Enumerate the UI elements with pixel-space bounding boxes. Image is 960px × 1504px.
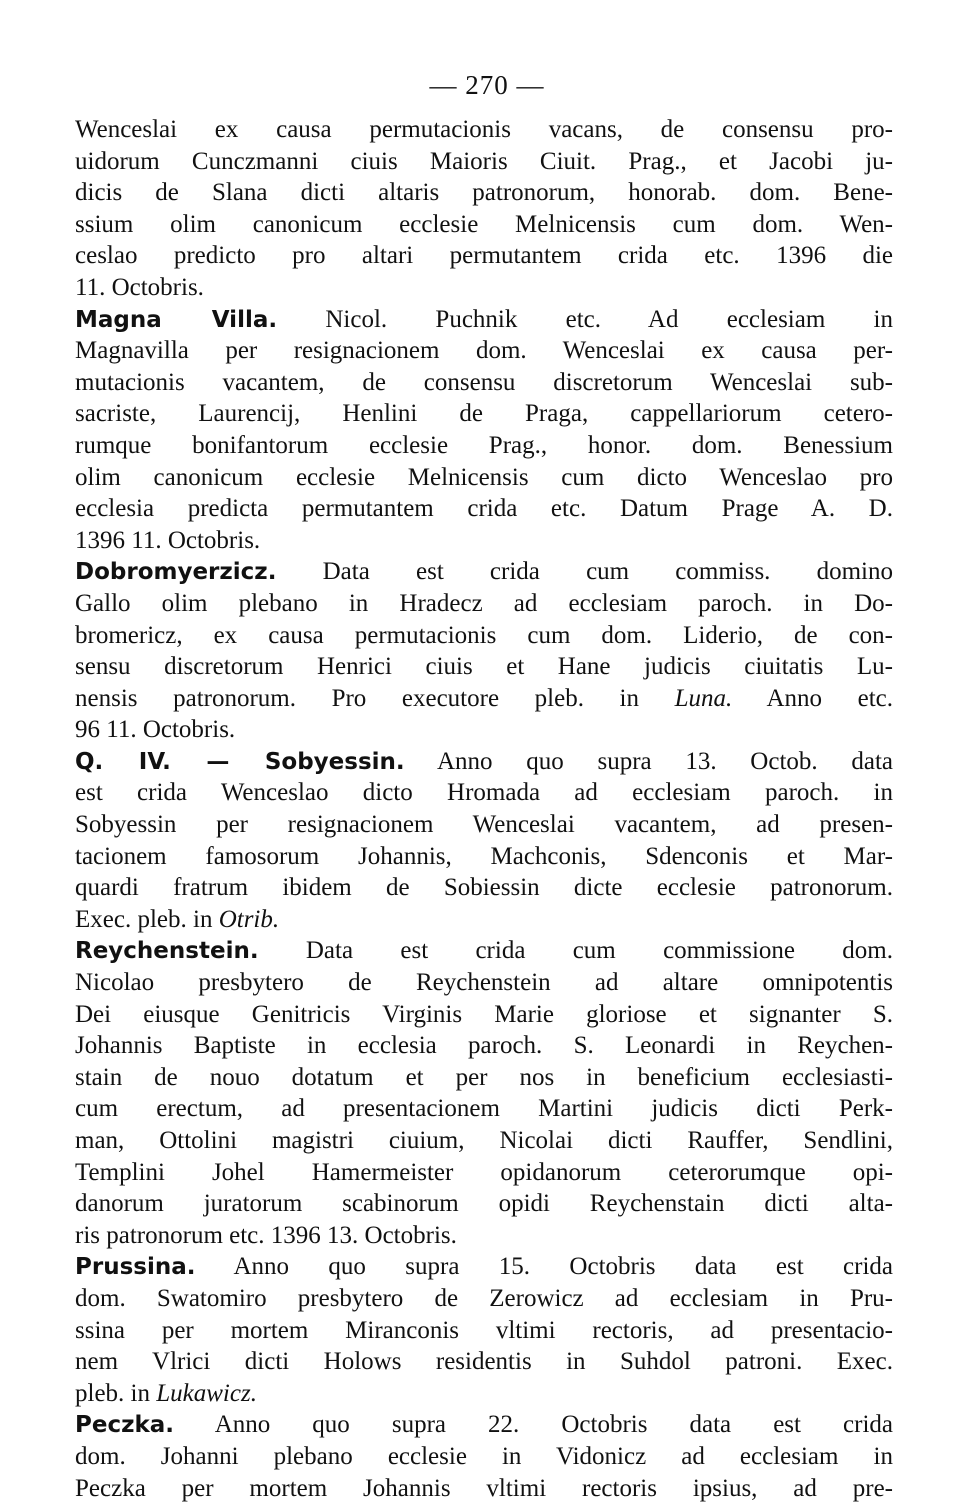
line-text: olim canonicum ecclesie Melnicensis cum dicto Wenceslao pro — [75, 463, 893, 491]
line-text: Nicolao presbytero de Reychenstein ad altare omnipotentis — [75, 969, 893, 997]
line-text: nem Vlrici dicti Holows residentis in Suhdol patroni. Exec. — [75, 1348, 893, 1376]
line-text: Magnavilla per resignacionem dom. Wenceslai ex causa per- — [75, 337, 893, 365]
entry-heading: Reychenstein. — [75, 938, 259, 965]
line-text: Anno etc. — [732, 684, 893, 712]
text-line — [75, 1283, 893, 1315]
line-text: uidorum Cunczmanni ciuis Maioris Ciuit. Prag., et Jacobi ju- — [75, 147, 893, 175]
text-line — [75, 493, 893, 525]
text-line — [75, 1188, 893, 1220]
line-text: 11. Octobris. — [75, 273, 204, 301]
text-line — [75, 556, 893, 588]
text-line — [75, 272, 893, 304]
line-text: dom. Johanni plebano ecclesie in Vidonicz ad ecclesiam in — [75, 1442, 893, 1470]
line-text: ceslao predicto pro altari permutantem crida etc. 1396 die — [75, 242, 893, 270]
entry-heading: Peczka. — [75, 1412, 175, 1439]
line-text: sensu discretorum Henrici ciuis et Hane judicis ciuitatis Lu- — [75, 653, 893, 681]
text-line — [75, 1441, 893, 1473]
text-line — [75, 1093, 893, 1125]
text-line — [75, 1409, 893, 1441]
line-text: Gallo olim plebano in Hradecz ad ecclesiam paroch. in Do- — [75, 589, 893, 617]
line-text: Data est crida cum commissione dom. — [305, 937, 893, 965]
text-line — [75, 240, 893, 272]
line-text: Templini Johel Hamermeister opidanorum ceterorumque opi- — [75, 1158, 893, 1186]
line-text: danorum juratorum scabinorum opidi Reychenstain dicti alta- — [75, 1190, 893, 1218]
text-line — [75, 1346, 893, 1378]
text-line — [75, 1030, 893, 1062]
text-line — [75, 1157, 893, 1189]
line-text: tacionem famosorum Johannis, Machconis, Sdenconis et Mar- — [75, 842, 893, 870]
line-text: ssina per mortem Miranconis vltimi rectoris, ad presentacio- — [75, 1316, 893, 1344]
text-line — [75, 904, 893, 936]
text-line — [75, 841, 893, 873]
text-line — [75, 967, 893, 999]
line-text: ssium olim canonicum ecclesie Melnicensis cum dom. Wen- — [75, 210, 893, 238]
text-line — [75, 1473, 893, 1504]
line-text: stain de nouo dotatum et per nos in beneficium ecclesiasti- — [75, 1063, 893, 1091]
entry-heading: Q. IV. — Sobyessin. — [75, 748, 405, 775]
text-line — [75, 430, 893, 462]
text-line — [75, 304, 893, 336]
line-text: Sobyessin per resignacionem Wenceslai vacantem, ad presen- — [75, 811, 893, 839]
entry-heading: Prussina. — [75, 1254, 196, 1281]
line-text: Johannis Baptiste in ecclesia paroch. S. Leonardi in Reychen- — [75, 1032, 893, 1060]
line-text: 96 11. Octobris. — [75, 716, 236, 744]
line-text: dicis de Slana dicti altaris patronorum, honorab. dom. Bene- — [75, 179, 893, 207]
line-text: Peczka per mortem Johannis vltimi rectoris ipsius, ad pre- — [75, 1474, 893, 1502]
line-text: man, Ottolini magistri ciuium, Nicolai dicti Rauffer, Sendlini, — [75, 1127, 893, 1154]
line-text: nensis patronorum. Pro executore pleb. in — [75, 684, 675, 712]
text-line — [75, 746, 893, 778]
line-text: quardi fratrum ibidem de Sobiessin dicte ecclesie patronorum. — [75, 874, 893, 902]
line-text: bromericz, ex causa permutacionis cum dom. Liderio, de con- — [75, 621, 893, 649]
text-line — [75, 335, 893, 367]
line-text: cum erectum, ad presentacionem Martini judicis dicti Perk- — [75, 1095, 893, 1123]
text-line — [75, 1125, 893, 1157]
text-line — [75, 114, 893, 146]
line-text: Wenceslai ex causa permutacionis vacans, de consensu pro- — [75, 116, 893, 143]
entry-heading: Dobromyerzicz. — [75, 559, 277, 586]
text-line — [75, 935, 893, 967]
line-text: 1396 11. Octobris. — [75, 526, 261, 554]
text-line — [75, 177, 893, 209]
text-line — [75, 367, 893, 399]
text-line — [75, 1378, 893, 1410]
line-text: sacriste, Laurencij, Henlini de Praga, cappellariorum cetero- — [75, 400, 893, 428]
text-line — [75, 525, 893, 557]
text-line — [75, 1251, 893, 1283]
text-line — [75, 777, 893, 809]
text-line — [75, 1315, 893, 1347]
text-line — [75, 146, 893, 178]
text-line — [75, 872, 893, 904]
text-line — [75, 462, 893, 494]
text-line — [75, 809, 893, 841]
line-text: Anno quo supra 15. Octobris data est crida — [233, 1253, 893, 1281]
text-line — [75, 1220, 893, 1252]
line-text: Anno quo supra 13. Octob. data — [436, 747, 893, 775]
text-body — [75, 114, 893, 1504]
line-text: Data est crida cum commiss. domino — [322, 558, 893, 586]
text-line — [75, 999, 893, 1031]
text-line — [75, 683, 893, 715]
text-line — [75, 1062, 893, 1094]
line-text: Dei eiusque Genitricis Virginis Marie gloriose et signanter S. — [75, 1000, 893, 1028]
line-text: ecclesia predicta permutantem crida etc. Datum Prage A. D. — [75, 495, 893, 523]
line-text: mutacionis vacantem, de consensu discretorum Wenceslai sub- — [75, 368, 893, 396]
text-line — [75, 651, 893, 683]
text-line — [75, 209, 893, 241]
line-text: Anno quo supra 22. Octobris data est crida — [214, 1411, 893, 1439]
entry-heading: Magna Villa. — [75, 306, 278, 333]
text-line — [75, 398, 893, 430]
place-name-italic: Otrib. — [218, 905, 280, 933]
page — [75, 70, 893, 1504]
line-text: rumque bonifantorum ecclesie Prag., honor. dom. Benessium — [75, 431, 893, 459]
text-line — [75, 620, 893, 652]
line-text: Exec. pleb. in — [75, 905, 219, 933]
line-text: dom. Swatomiro presbytero de Zerowicz ad ecclesiam in Pru- — [75, 1284, 893, 1312]
page-number: — 270 — — [429, 70, 545, 100]
line-text: Nicol. Puchnik etc. Ad ecclesiam in — [325, 305, 893, 333]
text-line — [75, 588, 893, 620]
place-name-italic: Lukawicz. — [156, 1379, 257, 1407]
text-line — [75, 714, 893, 746]
line-text: ris patronorum etc. 1396 13. Octobris. — [75, 1221, 457, 1249]
line-text: pleb. in — [75, 1379, 157, 1407]
line-text: est crida Wenceslao dicto Hromada ad ecclesiam paroch. in — [75, 779, 893, 807]
place-name-italic: Luna. — [674, 684, 733, 712]
